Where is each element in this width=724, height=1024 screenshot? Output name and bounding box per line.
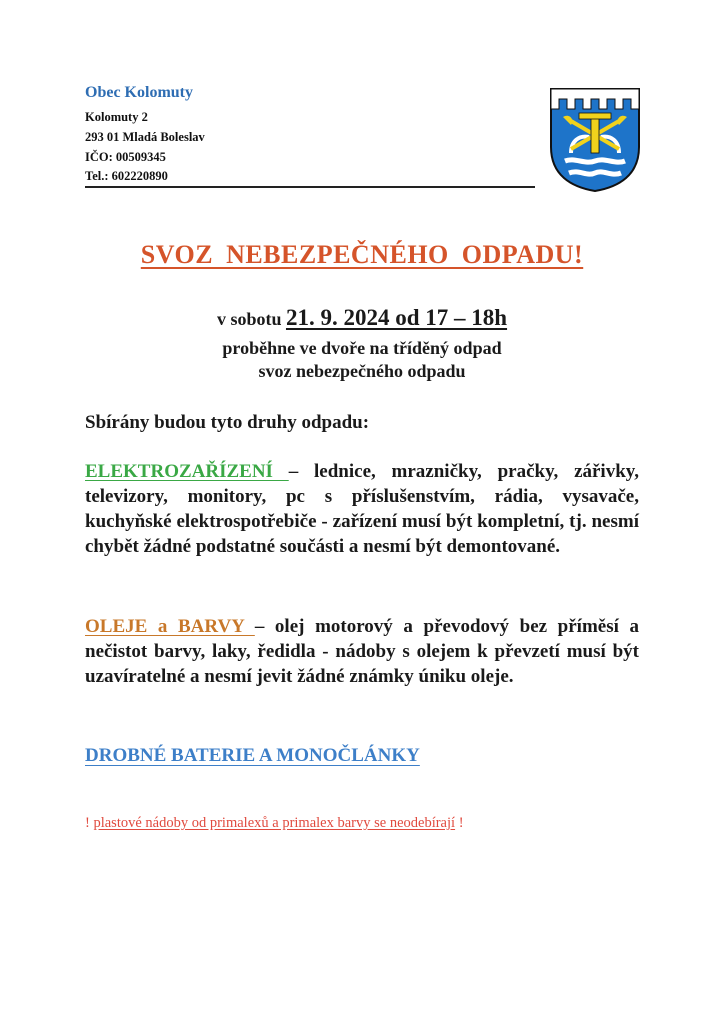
ico-number: IČO: 00509345	[85, 150, 166, 164]
exclusion-note	[85, 815, 464, 832]
coat-of-arms-icon	[549, 87, 641, 193]
electro-description: – lednice, mrazničky, pračky, zářivky, televizory, monitory, pc s příslušenstvím, rádia, vysavače, kuchyňské elektrospotřebiče - zařízení musí být kompletní, tj. nesmí chybět žádné podstatné součásti a nesmí být demontované.	[85, 461, 639, 557]
date-prefix: v sobotu	[216, 309, 286, 329]
event-location: proběhne ve dvoře na tříděný odpad	[222, 338, 502, 358]
note-text: plastové nádoby od primalexů a primalex barvy se neodebírají	[93, 815, 456, 831]
address-city: 293 01 Mladá Boleslav	[85, 130, 205, 144]
electro-category-title: ELEKTROZAŘÍZENÍ	[85, 461, 289, 482]
page-title: SVOZ NEBEZPEČNÉHO ODPADU!	[140, 240, 584, 269]
oils-paragraph	[85, 614, 639, 689]
note-close-mark: !	[455, 815, 464, 831]
phone-number: Tel.: 602220890	[85, 169, 168, 183]
event-date: 21. 9. 2024 od 17 – 18h	[285, 305, 508, 330]
electro-paragraph	[85, 459, 639, 559]
event-date-line	[0, 305, 724, 331]
municipality-name: Obec Kolomuty	[85, 84, 193, 101]
oils-category-title: OLEJE a BARVY	[85, 616, 255, 637]
event-description: svoz nebezpečného odpadu	[258, 361, 466, 381]
address-street: Kolomuty 2	[85, 110, 148, 124]
oils-description: – olej motorový a převodový bez příměsí a nečistot barvy, laky, ředidla - nádoby s olejem k převzetí musí být uzavíratelné a nesmí jevit žádné známky úniku oleje.	[85, 616, 639, 687]
note-open-mark: !	[85, 815, 94, 831]
header-divider	[85, 186, 535, 188]
collected-heading: Sbírány budou tyto druhy odpadu:	[85, 412, 370, 433]
batteries-category-title: DROBNÉ BATERIE A MONOČLÁNKY	[85, 745, 420, 766]
